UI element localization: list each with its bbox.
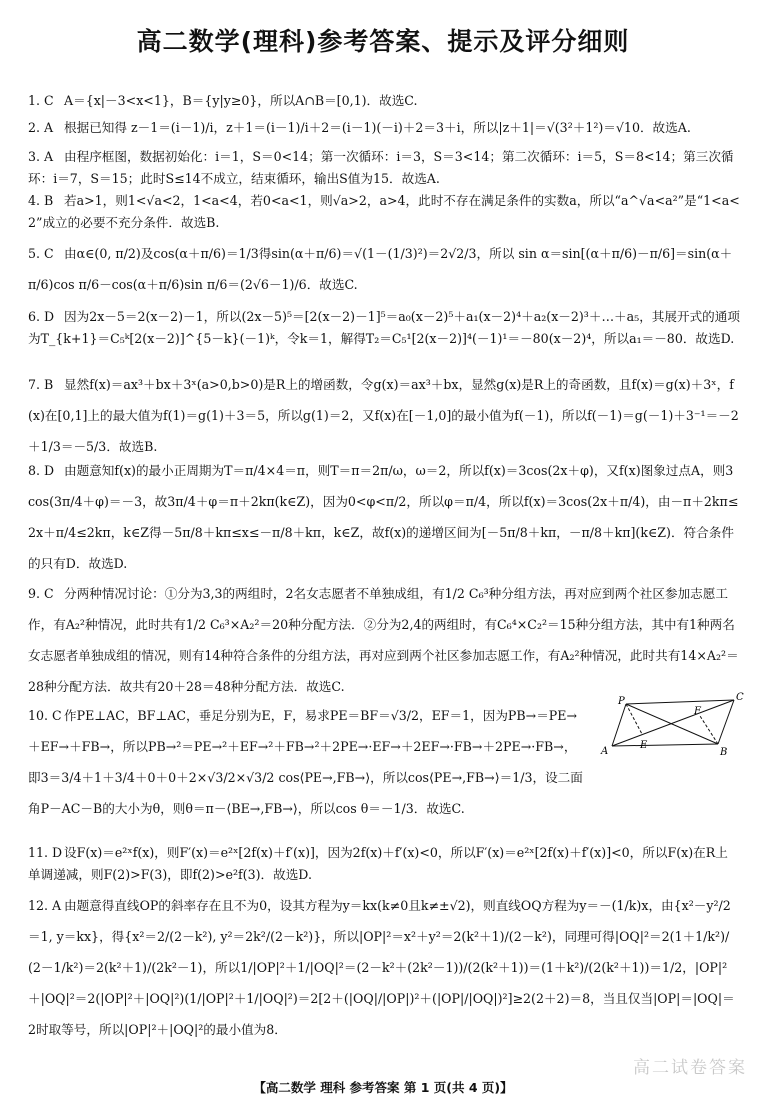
problem-2 [28, 113, 740, 142]
label-a: A [601, 746, 609, 757]
label-f: F [694, 706, 701, 717]
problem-number: 4. B [28, 193, 54, 208]
problem-solution: 由题意得直线OP的斜率存在且不为0，设其方程为y＝kx(k≠0且k≠±√2)，则直线OQ方程为y＝－(1/k)x，由{x²－y²/2＝1, y＝kx}，得{x²＝2/(2－k²), y²＝2k²/(2－k²)}，所以|OP|²＝x²＋y²＝2(k²＋1)/(2－k²)，同理可得|OQ|²＝2(1＋1/k²)/(2－1/k²)＝2(k²＋1)/(2k²－1)，所以1/|OP|²＋1/|OQ|²＝(2－k²＋(2k²－1))/(2(k²＋1))＝(1＋k²)/(2(k²＋1))＝1/2，|OP|²＋|OQ|²＝2(|OP|²＋|OQ|²)(1/|OP|²＋1/|OQ|²)＝2[2＋(|OQ|/|OP|)²＋(|OP|/|OQ|)²]≥2(2＋2)＝8，当且仅当|OP|＝|OQ|＝2时取等号，所以|OP|²＋|OQ|²的最小值为8． [28, 898, 735, 1037]
problem-number: 11. D [28, 845, 63, 860]
edge-pa [612, 704, 626, 746]
label-c: C [736, 692, 744, 703]
problem-number: 1. C [28, 93, 54, 108]
label-p: P [618, 696, 625, 707]
problem-solution: 分两种情况讨论：①分为3,3的两组时，2名女志愿者不单独成组，有1/2 C₆³种分组方法，再对应到两个社区参加志愿工作，有A₂²种情况，此时共有1/2 C₆³×A₂²＝20种分配方法．②分为2,4的两组时，有C₆⁴×C₂²＝15种分组方法，其中有1种两名女志愿者单独成组的情况，则有14种符合条件的分组方法，再对应到两个社区参加志愿工作，有A₂²种情况，此时共有14×A₂²＝28种分配方法．故共有20＋28＝48种分配方法．故选C. [28, 586, 739, 694]
problem-number: 7. B [28, 377, 54, 392]
edge-ab [612, 744, 718, 746]
edge-ac [612, 700, 734, 746]
label-e: E [640, 740, 648, 751]
problem-6 [28, 306, 740, 350]
problem-number: 2. A [28, 120, 54, 135]
problem-7 [28, 369, 740, 462]
problem-10 [28, 700, 588, 824]
problem-11 [28, 842, 740, 886]
label-b: B [720, 747, 728, 758]
problem-solution: 因为2x－5＝2(x－2)－1，所以(2x－5)⁵＝[2(x－2)－1]⁵＝a₀(x－2)⁵＋a₁(x－2)⁴＋a₂(x－2)³＋…＋a₅，其展开式的通项为T_{k+1}＝C₅ᵏ[2(x－2)]^{5－k}(－1)ᵏ，令k＝1，解得T₂＝C₅¹[2(x－2)]⁴(－1)¹＝－80(x－2)⁴，所以a₁＝－80．故选D. [28, 309, 740, 346]
problem-number: 12. A [28, 898, 62, 913]
tetrahedron-figure [596, 692, 746, 758]
page-title: 高二数学(理科)参考答案、提示及评分细则 [136, 27, 630, 56]
problem-solution: 若a>1，则1<√a<2，1<a<4，若0<a<1，则√a>2，a>4，此时不存在满足条件的实数a，所以“a^√a<a²”是“1<a<2”成立的必要不充分条件．故选B. [28, 193, 740, 230]
problem-solution: 作PE⊥AC，BF⊥AC，垂足分别为E，F，易求PE＝BF＝√3/2，EF＝1，因为PB→＝PE→＋EF→＋FB→，所以PB→²＝PE→²＋EF→²＋FB→²＋2PE→·EF→＋2EF→·FB→＋2PE→·FB→，即3＝3/4＋1＋3/4＋0＋0＋2×√3/2×√3/2 cos⟨PE→,FB→⟩，所以cos⟨PE→,FB→⟩＝1/3，设二面角P－AC－B的大小为θ，则θ＝π－⟨BE→,FB→⟩，所以cos θ＝－1/3．故选C. [28, 708, 583, 816]
problem-5 [28, 238, 740, 300]
problem-3 [28, 146, 740, 190]
problem-number: 6. D [28, 309, 55, 324]
problem-number: 10. C [28, 708, 62, 723]
problem-number: 9. C [28, 586, 54, 601]
problem-1 [28, 86, 740, 115]
page-footer: 【高二数学 理科 参考答案 第 1 页(共 4 页)】 [253, 1080, 513, 1095]
problem-solution: A＝{x|－3<x<1}，B＝{y|y≥0}，所以A∩B＝[0,1)．故选C. [64, 93, 418, 108]
problem-solution: 设F(x)＝e²ˣf(x)，则F′(x)＝e²ˣ[2f(x)＋f′(x)]，因为2f(x)＋f′(x)<0，所以F′(x)＝e²ˣ[2f(x)＋f′(x)]<0，所以F(x)在R上单调递减，则F(2)>F(3)，即f(2)>e²f(3)．故选D. [28, 845, 728, 882]
edge-pb [626, 704, 718, 744]
problem-8 [28, 455, 740, 579]
problem-solution: 显然f(x)＝ax³＋bx＋3ˣ(a>0,b>0)是R上的增函数，令g(x)＝ax³＋bx，显然g(x)是R上的奇函数，且f(x)＝g(x)＋3ˣ，f(x)在[0,1]上的最大值为f(1)＝g(1)＋3＝5，所以g(1)＝2，又f(x)在[－1,0]的最小值为f(－1)，所以f(－1)＝g(－1)＋3⁻¹＝－2＋1/3＝－5/3．故选B. [28, 377, 739, 454]
problem-4 [28, 190, 740, 234]
problem-solution: 由α∈(0, π/2)及cos(α＋π/6)＝1/3得sin(α＋π/6)＝√(1－(1/3)²)＝2√2/3，所以 sin α＝sin[(α＋π/6)－π/6]＝sin(α＋π/6)cos π/6－cos(α＋π/6)sin π/6＝(2√6－1)/6．故选C. [28, 246, 733, 292]
problem-number: 5. C [28, 246, 54, 261]
problem-12 [28, 890, 740, 1045]
problem-9 [28, 578, 740, 702]
watermark-text: 高二试卷答案 [633, 1058, 747, 1078]
edge-bc [718, 700, 734, 744]
problem-number: 8. D [28, 463, 55, 478]
segment-pe [626, 704, 642, 734]
problem-solution: 由题意知f(x)的最小正周期为T＝π/4×4＝π，则T＝π＝2π/ω，ω＝2，所以f(x)＝3cos(2x＋φ)，又f(x)图象过点A，则3cos(3π/4＋φ)＝－3，故3π/4＋φ＝π＋2kπ(k∈Z)，因为0<φ<π/2，所以φ＝π/4，所以f(x)＝3cos(2x＋π/4)，由－π＋2kπ≤2x＋π/4≤2kπ，k∈Z得－5π/8＋kπ≤x≤－π/8＋kπ，k∈Z，故f(x)的递增区间为[－5π/8＋kπ，－π/8＋kπ](k∈Z)．符合条件的只有D．故选D. [28, 463, 739, 571]
edge-pc [626, 700, 734, 704]
problem-number: 3. A [28, 149, 54, 164]
problem-solution: 由程序框图，数据初始化：i＝1，S＝0<14；第一次循环：i＝3，S＝3<14；第二次循环：i＝5，S＝8<14；第三次循环：i＝7，S＝15；此时S≤14不成立，结束循环，输出S值为15．故选A. [28, 149, 734, 186]
problem-solution: 根据已知得 z－1＝(i－1)/i，z＋1＝(i－1)/i＋2＝(i－1)(－i)＋2＝3＋i，所以|z＋1|＝√(3²＋1²)＝√10．故选A. [64, 120, 691, 135]
